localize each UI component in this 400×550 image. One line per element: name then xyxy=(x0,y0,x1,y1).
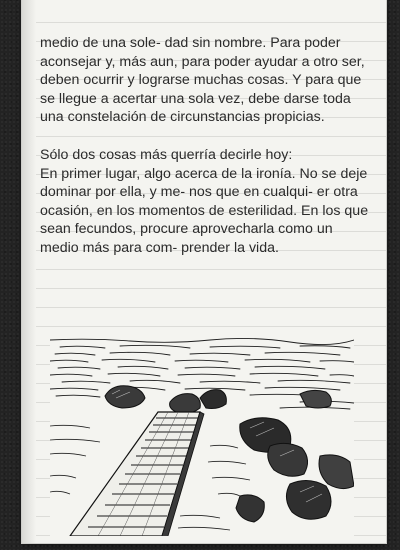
paragraph-gap xyxy=(40,127,370,146)
letter-paragraph-2: En primer lugar, algo acerca de la ironía. No se deje dominar por ella, y me- nos que en cualqui- er otra ocasión, en los momentos de esterilidad. En los que sean fecundos, procure aprovecharla como un medio más para com- prender la vida. xyxy=(40,165,369,256)
letter-text xyxy=(40,34,370,258)
letter-paragraph-1: medio de una sole- dad sin nombre. Para poder aconsejar y, más aun, para poder ayudar a otro ser, deben ocurrir y lograrse muchas cosas. Y para que se llegue a acertar una sola vez, debe darse toda una constelación de circunstancias propicias. xyxy=(40,35,365,126)
notebook-page xyxy=(22,0,386,543)
pier-illustration xyxy=(50,336,354,536)
letter-intro-line: Sólo dos cosas más querría decirle hoy: xyxy=(40,146,293,163)
pier-sketch-image xyxy=(50,336,354,536)
page-spine xyxy=(22,0,36,543)
